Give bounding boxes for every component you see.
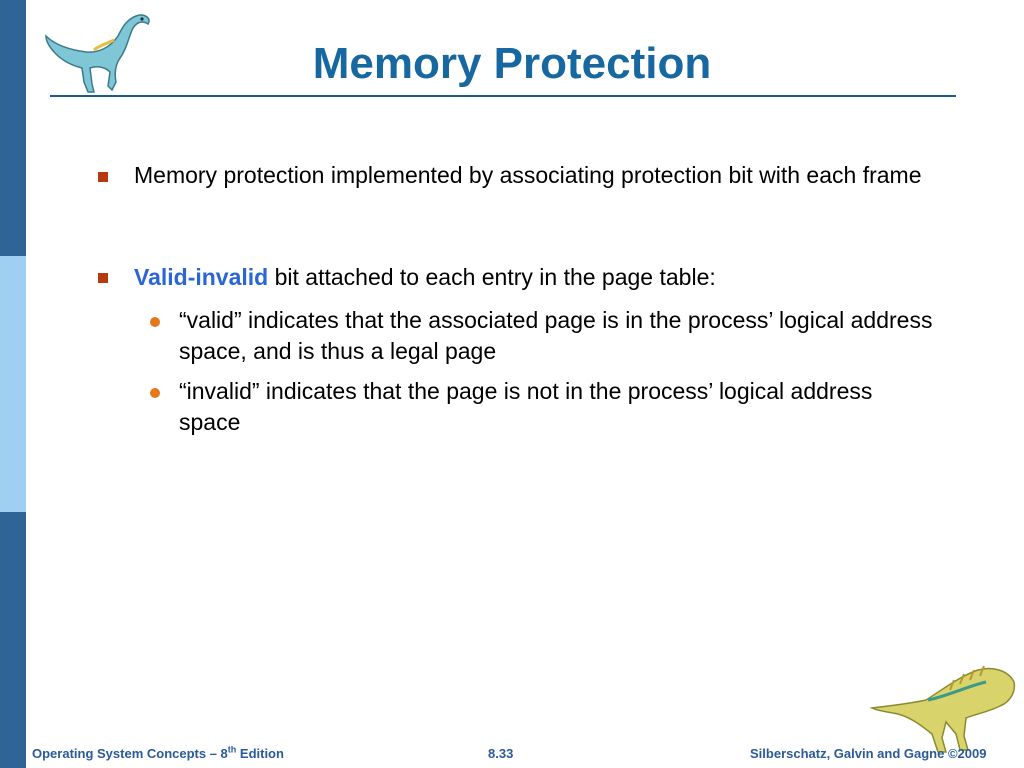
sub-bullet-1-text: “valid” indicates that the associated page is in the process’ logical address space, and is thus a legal page bbox=[179, 307, 933, 364]
valid-invalid-highlight: Valid-invalid bbox=[134, 264, 269, 290]
bullet-1-text: Memory protection implemented by associating protection bit with each frame bbox=[134, 162, 922, 188]
sub-bullet-marker bbox=[150, 388, 160, 398]
footer-page-number: 8.33 bbox=[488, 746, 514, 761]
bullet-2-text bbox=[134, 262, 954, 293]
sub-bullet-marker bbox=[150, 317, 160, 327]
sub-bullet-2-text: “invalid” indicates that the page is not in the process’ logical address space bbox=[179, 378, 873, 435]
slide-title: Memory Protection bbox=[312, 39, 712, 88]
side-bar-highlight bbox=[0, 256, 26, 512]
title-divider bbox=[50, 95, 956, 97]
dinosaur-logo-bottom-icon bbox=[868, 660, 1018, 760]
footer-book-title: Operating System Concepts – 8th Edition bbox=[32, 744, 284, 761]
bullet-marker bbox=[98, 172, 108, 182]
bullet-2-rest: bit attached to each entry in the page table: bbox=[268, 264, 716, 290]
footer-authors: Silberschatz, Galvin and Gagne ©2009 bbox=[750, 746, 987, 761]
bullet-marker bbox=[98, 273, 108, 283]
